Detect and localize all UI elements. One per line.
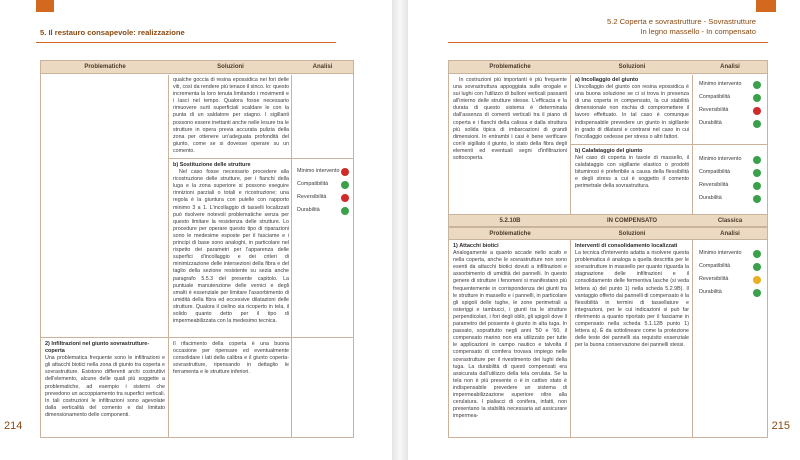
analysis-label: Durabilità (699, 289, 722, 296)
analysis-panel (699, 153, 761, 205)
solution-heading: b) Sostituzione delle strutture (173, 162, 251, 168)
solution-2 (173, 341, 289, 376)
row-divider (571, 144, 767, 145)
header-analisi: Analisi (312, 64, 333, 70)
status-dot-icon (753, 289, 761, 297)
analysis-row (699, 117, 761, 130)
analysis-label: Durabilità (297, 207, 320, 214)
section-subheader (449, 227, 767, 240)
problem-text: Una problematica frequente sono le infiltrazioni e gli attacchi biotici nella zona di giunto tra coperta e sovrastrutture. Esistono differenti archi costruttivi dell'elemento, alcune delle quali più soggette a problematiche, ad esempio i sistemi che prevedono un accoppiamento tra superfici verticali. In tali costruzioni le infiltrazioni sono agevolate dalla verticalità del comento e dal limitato dimensionamento delle componenti. (45, 355, 165, 418)
analysis-panel (699, 247, 761, 299)
header-soluzioni: Soluzioni (618, 64, 646, 70)
header-soluzioni: Soluzioni (217, 64, 244, 70)
header-rule (36, 42, 336, 43)
header-soluzioni: Soluzioni (618, 231, 646, 237)
analysis-label: Reversibilità (699, 182, 729, 189)
solution-text: La tecnica d'intervento adatta a risolvere questa problematica è analoga a quella descritta per le sovrastrutture in massello per quanto riguarda la stagnazione delle infiltrazioni e il consolidamento delle fermentiva lasche (si veda lettera a) del punto 1) nella scheda 5.2.9B). Il vantaggio offerto dai pannelli di compensato è la flessibilità in termini di tassellature e integrazioni, per le cui indicazioni si può far riferimento a quanto riportato per il fasciame in compensato nella scheda 5.1.12B punto 1) lettera a). È da sottolineare come la protezione delle teste dei pannelli sia requisito essenziale per la buona conservazione dei pannelli stessi. (575, 250, 689, 349)
analysis-label: Minimo intervento (699, 250, 742, 257)
status-dot-icon (753, 276, 761, 284)
analysis-row (699, 179, 761, 192)
analysis-label: Reversibilità (699, 276, 729, 283)
running-head (607, 17, 756, 37)
status-dot-icon (753, 120, 761, 128)
left-page (0, 0, 392, 460)
analysis-row (699, 78, 761, 91)
status-dot-icon (341, 168, 349, 176)
running-head-line-2: In legno massello - In compensato (640, 27, 756, 36)
status-dot-icon (753, 156, 761, 164)
solution-text: Il rifacimento della coperta è una buona occasione per ripensare ed eventualmente consolidare i lati della calibra e il giunto coperta-sovrastrutture, ripensando in dettaglio le ferramenta e le strutture inferiori. (173, 341, 289, 376)
problem-heading: 2) Infiltrazioni nel giunto sovrastrutture-coperta (45, 341, 150, 355)
status-dot-icon (753, 94, 761, 102)
row-divider (169, 158, 353, 159)
analysis-panel (699, 78, 761, 130)
header-rule (448, 42, 768, 43)
analysis-row (699, 104, 761, 117)
analysis-row (699, 153, 761, 166)
section-code: 5.2.10B (499, 218, 521, 224)
analysis-label: Compatibilità (699, 94, 731, 101)
solution-b (173, 162, 289, 325)
problem-text: Analogamente a quanto accade nello scafo e nella coperta, anche le sovrastrutture non sono esenti da attacchi biotici dovuti a infiltrazioni e assorbimento di umidità dei pannelli. In questo genere di strutture i fenomeni si manifestano più frequentemente in corrispondenza dei giunti tra le strutture in massello e i pannelli, in particolare gli spigoli delle tughe, le zone perimetrali a osteriggi e tambucci, i giunti tra le strutture perpendicolari, i fori degli oblò, gli spigoli dove il parametro del possente è giunto in alta tuga. In passato, soprattutto negli anni '50 e '60, il compensato marino non era utilizzato per tutte le applicazioni in campo nautico e talvolta il compensato di comfera trovava impiego nelle sovrastrutture per il rivestimento dei lughi della tuga. La durabilità di questi compensati era assicurata dall'utilizzo della tela cerulata. Se la tela non è più presente o è in cattivo stato è indispensabile prevedere un sistema di impermeabilizzazione superiore oltre alla cerulatura. I pialiacci di conifera, infatti, non presentano la stabilità necessaria ad assicurare impermea- (453, 250, 567, 420)
restoration-table (448, 60, 768, 438)
problem-2 (45, 341, 165, 419)
header-problematiche: Problematiche (84, 64, 126, 70)
section-category: Classica (717, 218, 743, 224)
section-title: 5. Il restauro consapevole: realizzazione (40, 28, 185, 37)
analysis-row (297, 178, 349, 191)
book-gutter (392, 0, 408, 460)
status-dot-icon (753, 250, 761, 258)
section-band (449, 214, 767, 227)
solution-continuation (173, 77, 289, 155)
page-number: 215 (771, 420, 790, 432)
analysis-row (699, 192, 761, 205)
status-dot-icon (753, 107, 761, 115)
running-head-line-1: 5.2 Coperta e sovrastrutture - Sovrastrutture (607, 17, 756, 26)
table-header (41, 61, 353, 74)
status-dot-icon (753, 81, 761, 89)
analysis-row (699, 91, 761, 104)
status-dot-icon (753, 195, 761, 203)
analysis-row (297, 191, 349, 204)
status-dot-icon (341, 194, 349, 202)
analysis-label: Compatibilità (699, 263, 731, 270)
analysis-row (297, 204, 349, 217)
problem-1 (453, 243, 567, 420)
header-problematiche: Problematiche (489, 231, 531, 237)
solution-heading: a) Incollaggio del giunto (575, 77, 639, 83)
analysis-label: Compatibilità (699, 169, 731, 176)
analysis-row (699, 273, 761, 286)
right-page (408, 0, 800, 460)
header-analisi: Analisi (720, 231, 740, 237)
status-dot-icon (341, 181, 349, 189)
analysis-row (297, 165, 349, 178)
solution-text: L'incollaggio del giunto con resina epossidica è una buona soluzione se ci si trova in presenza di una coperta in compensato, la cui stabilità dimensionale non rischia di compromettere il lavoro effettuato. In tal caso è comunque indispensabile prevedere un giunto in sigillante in grado di dilatarsi e contrarsi nel caso in cui l'incollaggio cedesse per stress o altri fattori. (575, 84, 689, 140)
status-dot-icon (753, 169, 761, 177)
problem-heading: 1) Attacchi biotici (453, 243, 499, 249)
solution-text: qualche goccia di resina epossidica nei fori delle viti, così da rendere più tenace il sinco. lo: questo incrementa la loro tenuta limitando i movimenti e i lasci nel tempo. Qualora fosse necessario rimuovere surti superficiali scaldare le con la punta di un saldatore per stagno. I sigillanti possono essere inettanti anche nelle lesure tra le strutture in opera previa accurata pulizia della zona per ottenere un'adeguata profondità del giunto, come se si dovesse operare su un comento. (173, 77, 289, 154)
header-analisi: Analisi (720, 64, 740, 70)
header-problematiche: Problematiche (489, 64, 531, 70)
accent-bar (756, 0, 776, 12)
analysis-row (699, 260, 761, 273)
analysis-label: Reversibilità (297, 194, 327, 201)
analysis-label: Durabilità (699, 120, 722, 127)
analysis-label: Minimo intervento (699, 156, 742, 163)
analysis-label: Minimo intervento (699, 81, 742, 88)
status-dot-icon (341, 207, 349, 215)
status-dot-icon (753, 182, 761, 190)
restoration-table (40, 60, 354, 438)
section-title: IN COMPENSATO (606, 218, 658, 224)
analysis-label: Minimo intervento (297, 168, 340, 175)
solution-text: Nel caso fosse necessario procedere alla ricostruzione delle strutture, per i fianchi della luga e la zona superiore si possono eseguire rinnizioni parziali o totali e ricostruzione; una regola è la giuntura con pulelle con rapporto minimo 3 a 1. L'incollaggio di tasselli localizzati può risolvere notevoli problematiche senza per questo limitare la resistenza delle strutture. Lo procedure per operare questo tipo di riparazioni sono le medesime esposte per il fasciame e i principi di base sono analoghi, in particolare nel rispetto dei parametri per l'apparenza delle superfici d'incollaggio e dei criteri di minimizzazione delle intersezioni della fibra e del taglio della sezione resistente su sezia anche paragrafo 5.5.3 del presente capitolo. La puntuale manutenzione delle vernici e degli smalti è essenziale per limitare l'assorbimento di umidità della fibra ed eccessive dilatazioni delle strutture. Qualora il cielino sia ricoperto in tela, il solido quanto detto per il tipo di impermeabilizzata con la medesimo tecnica. (173, 169, 289, 325)
solution-1 (575, 243, 689, 349)
analysis-panel (297, 165, 349, 217)
solution-a (575, 77, 689, 141)
solution-text: Nel caso di coperta in tavole di massello, il calafataggio con sigillante elastico o prodotti bituminosi è preferibile a causa della flessibilità e degli stress a cui è soggetto il comento perimetrale della sovrastruttura. (575, 155, 689, 190)
problem-top (453, 77, 567, 162)
analysis-row (699, 166, 761, 179)
page-number: 214 (4, 420, 23, 432)
solution-heading: Interventi di consolidamento localizzati (575, 243, 678, 249)
accent-bar (36, 0, 54, 12)
analysis-row (699, 286, 761, 299)
table-header (449, 61, 767, 74)
problem-text: In costruzioni più importanti è più frequente una sovrastruttura appoggiata sulle orogale e sui lughi con l'utilizzo di bulloni verticali passanti all'interno delle strutture stesse. L'efficacia e la durata di questo sistema è determinata dall'assenza di comenti verticali tra il piano di coperta e i fianchi della calissa e dalla struttura più solida tipica di imbarcazioni di grandi dimensioni. In entrambi i casi è bene verificare con'è sigillato il giunto, lo stato della fibra degli elementi ed eventuali segni d'infiltrazioni sottocoperta. (453, 77, 567, 162)
analysis-label: Compatibilità (297, 181, 329, 188)
row-divider (41, 337, 353, 338)
analysis-label: Durabilità (699, 195, 722, 202)
analysis-label: Reversibilità (699, 107, 729, 114)
analysis-row (699, 247, 761, 260)
solution-heading: b) Calafataggio del giunto (575, 148, 643, 154)
solution-b (575, 148, 689, 191)
status-dot-icon (753, 263, 761, 271)
